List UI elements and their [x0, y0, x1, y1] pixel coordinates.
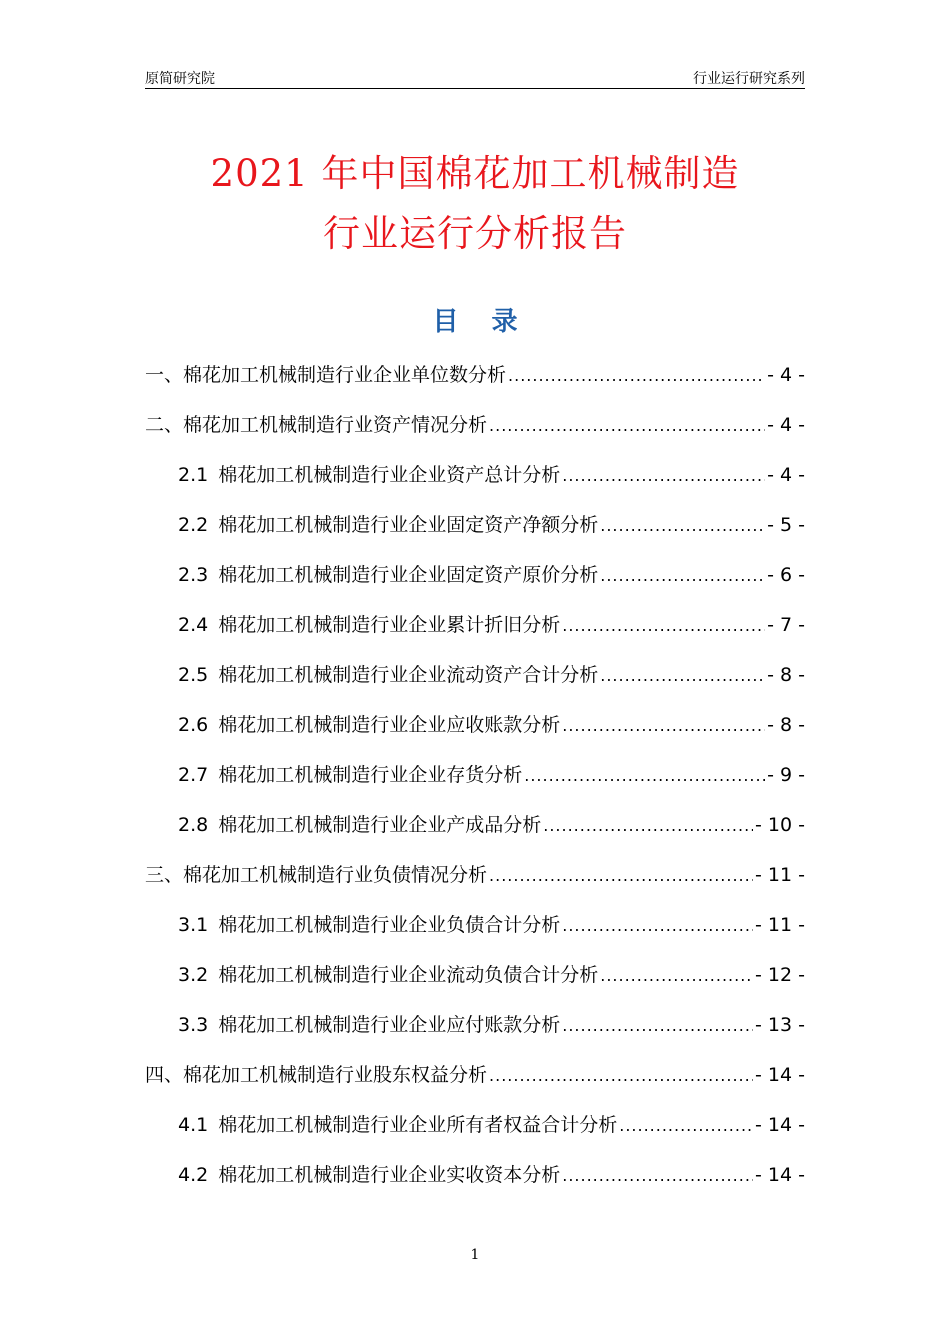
toc-heading: 目 录: [432, 307, 530, 337]
toc-entry-page: - 8 -: [767, 664, 805, 686]
toc-entry-title: 棉花加工机械制造行业企业流动资产合计分析: [218, 664, 599, 686]
toc-dot-leader: [562, 601, 765, 651]
toc-entry-title: 三、棉花加工机械制造行业负债情况分析: [145, 864, 488, 886]
toc-dot-leader: [600, 501, 765, 551]
toc-dot-leader: [489, 401, 765, 451]
toc-entry-title: 二、棉花加工机械制造行业资产情况分析: [145, 414, 488, 436]
toc-entry-page: - 8 -: [767, 714, 805, 736]
toc-dot-leader: [489, 1051, 753, 1101]
toc-entry[interactable]: [145, 750, 805, 800]
toc-entry-title: 棉花加工机械制造行业企业所有者权益合计分析: [218, 1114, 618, 1136]
toc-entry[interactable]: [145, 600, 805, 650]
toc-entry-number: 2.8: [178, 814, 209, 836]
toc-entry[interactable]: [145, 650, 805, 700]
toc-entry-title: 棉花加工机械制造行业企业累计折旧分析: [218, 614, 561, 636]
toc-entry[interactable]: [145, 900, 805, 950]
toc-entry-number: 2.3: [178, 564, 209, 586]
toc-entry[interactable]: [145, 450, 805, 500]
toc-entry-title: 棉花加工机械制造行业企业固定资产净额分析: [218, 514, 599, 536]
toc-entry-title: 棉花加工机械制造行业企业固定资产原价分析: [218, 564, 599, 586]
toc-entry-page: - 11 -: [755, 914, 805, 936]
table-of-contents: [145, 350, 805, 1200]
toc-entry-page: - 12 -: [755, 964, 805, 986]
toc-dot-leader: [562, 701, 765, 751]
toc-entry-page: - 14 -: [755, 1114, 805, 1136]
toc-entry[interactable]: [145, 700, 805, 750]
toc-entry[interactable]: [145, 1000, 805, 1050]
toc-entry-title: 棉花加工机械制造行业企业存货分析: [218, 764, 523, 786]
toc-entry-title: 棉花加工机械制造行业企业资产总计分析: [218, 464, 561, 486]
toc-entry-title: 棉花加工机械制造行业企业应付账款分析: [218, 1014, 561, 1036]
toc-dot-leader: [600, 951, 753, 1001]
toc-entry-page: - 11 -: [755, 864, 805, 886]
toc-entry-number: 3.2: [178, 964, 209, 986]
toc-entry-page: - 4 -: [767, 414, 805, 436]
toc-dot-leader: [508, 351, 765, 401]
toc-entry-number: 2.6: [178, 714, 209, 736]
toc-dot-leader: [600, 551, 765, 601]
header-publisher: 原简研究院: [145, 71, 215, 87]
toc-dot-leader: [619, 1101, 753, 1151]
toc-entry-page: - 4 -: [767, 464, 805, 486]
toc-entry-title: 一、棉花加工机械制造行业企业单位数分析: [145, 364, 507, 386]
toc-entry-number: 4.1: [178, 1114, 209, 1136]
toc-entry-number: 3.3: [178, 1014, 209, 1036]
toc-entry[interactable]: [145, 500, 805, 550]
toc-dot-leader: [562, 901, 753, 951]
header-series: 行业运行研究系列: [693, 71, 805, 87]
toc-dot-leader: [562, 1001, 753, 1051]
toc-entry-title: 棉花加工机械制造行业企业产成品分析: [218, 814, 542, 836]
toc-entry-number: 3.1: [178, 914, 209, 936]
toc-entry[interactable]: [145, 850, 805, 900]
toc-dot-leader: [489, 851, 753, 901]
page-number: 1: [470, 1247, 480, 1263]
toc-entry[interactable]: [145, 950, 805, 1000]
toc-entry-page: - 14 -: [755, 1064, 805, 1086]
toc-entry-title: 棉花加工机械制造行业企业流动负债合计分析: [218, 964, 599, 986]
page-header: [145, 66, 805, 89]
toc-entry[interactable]: [145, 350, 805, 400]
toc-entry-number: 2.2: [178, 514, 209, 536]
toc-entry-number: 2.5: [178, 664, 209, 686]
toc-entry-page: - 13 -: [755, 1014, 805, 1036]
toc-dot-leader: [543, 801, 753, 851]
document-title-line-1: 2021 年中国棉花加工机械制造: [210, 152, 740, 195]
toc-entry[interactable]: [145, 800, 805, 850]
toc-entry-number: 2.4: [178, 614, 209, 636]
toc-entry[interactable]: [145, 1100, 805, 1150]
toc-entry[interactable]: [145, 400, 805, 450]
toc-entry-page: - 9 -: [767, 764, 805, 786]
toc-entry-number: 4.2: [178, 1164, 209, 1186]
toc-entry-number: 2.7: [178, 764, 209, 786]
toc-entry-page: - 4 -: [767, 364, 805, 386]
toc-entry[interactable]: [145, 1150, 805, 1200]
toc-entry-page: - 10 -: [755, 814, 805, 836]
toc-entry-title: 棉花加工机械制造行业企业负债合计分析: [218, 914, 561, 936]
toc-entry[interactable]: [145, 550, 805, 600]
toc-entry-page: - 14 -: [755, 1164, 805, 1186]
toc-entry-page: - 6 -: [767, 564, 805, 586]
toc-dot-leader: [562, 1151, 753, 1201]
toc-entry-title: 四、棉花加工机械制造行业股东权益分析: [145, 1064, 488, 1086]
document-title-line-2: 行业运行分析报告: [323, 212, 627, 255]
toc-entry-page: - 7 -: [767, 614, 805, 636]
toc-entry[interactable]: [145, 1050, 805, 1100]
toc-entry-title: 棉花加工机械制造行业企业应收账款分析: [218, 714, 561, 736]
toc-entry-page: - 5 -: [767, 514, 805, 536]
toc-dot-leader: [562, 451, 765, 501]
toc-entry-title: 棉花加工机械制造行业企业实收资本分析: [218, 1164, 561, 1186]
toc-dot-leader: [600, 651, 765, 701]
toc-entry-number: 2.1: [178, 464, 209, 486]
toc-dot-leader: [524, 751, 765, 801]
